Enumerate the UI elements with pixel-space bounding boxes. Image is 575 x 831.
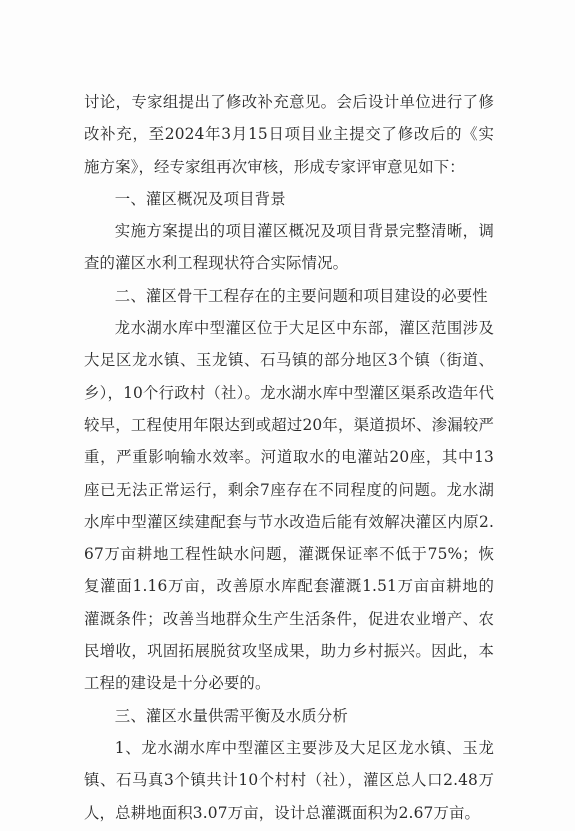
section-heading-2: 二、灌区骨干工程存在的主要问题和项目建设的必要性 bbox=[114, 286, 488, 305]
section-heading-1: 一、灌区概况及项目背景 bbox=[114, 189, 286, 208]
paragraph-section-2: 龙水湖水库中型灌区位于大足区中东部，灌区范围涉及大足区龙水镇、玉龙镇、石马镇的部分地区3个镇（街道、乡），10个行政村（社）。龙水湖水库中型灌区渠系改造年代较早，工程使用年限达到或超过20年，渠道损坏、渗漏较严重，严重影响输水效率。河道取水的电灌站20座，其中13座已无法正常运行，剩余7座存在不同程度的问题。龙水湖水库中型灌区续建配套与节水改造后能有效解决灌区内原2.67万亩耕地工程性缺水问题，灌溉保证率不低于75%；恢复灌面1.16万亩，改善原水库配套灌溉1.51万亩亩耕地的灌溉条件；改善当地群众生产生活条件，促进农业增产、农民增收，巩固拓展脱贫攻坚成果，助力乡村振兴。因此，本工程的建设是十分必要的。 bbox=[84, 319, 494, 693]
document-body bbox=[84, 86, 494, 829]
paragraph-continuation: 讨论，专家组提出了修改补充意见。会后设计单位进行了修改补充，至2024年3月15日项目业主提交了修改后的《实施方案》，经专家组再次审核，形成专家评审意见如下： bbox=[84, 93, 494, 176]
paragraph-section-3: 1、龙水湖水库中型灌区主要涉及大足区龙水镇、玉龙镇、石马真3个镇共计10个村村（社），灌区总人口2.48万人，总耕地面积3.07万亩，设计总灌溉面积为2.67万亩。 bbox=[84, 738, 494, 822]
paragraph-section-1: 实施方案提出的项目灌区概况及项目背景完整清晰，调查的灌区水利工程现状符合实际情况。 bbox=[84, 222, 494, 273]
section-heading-3: 三、灌区水量供需平衡及水质分析 bbox=[114, 706, 348, 725]
